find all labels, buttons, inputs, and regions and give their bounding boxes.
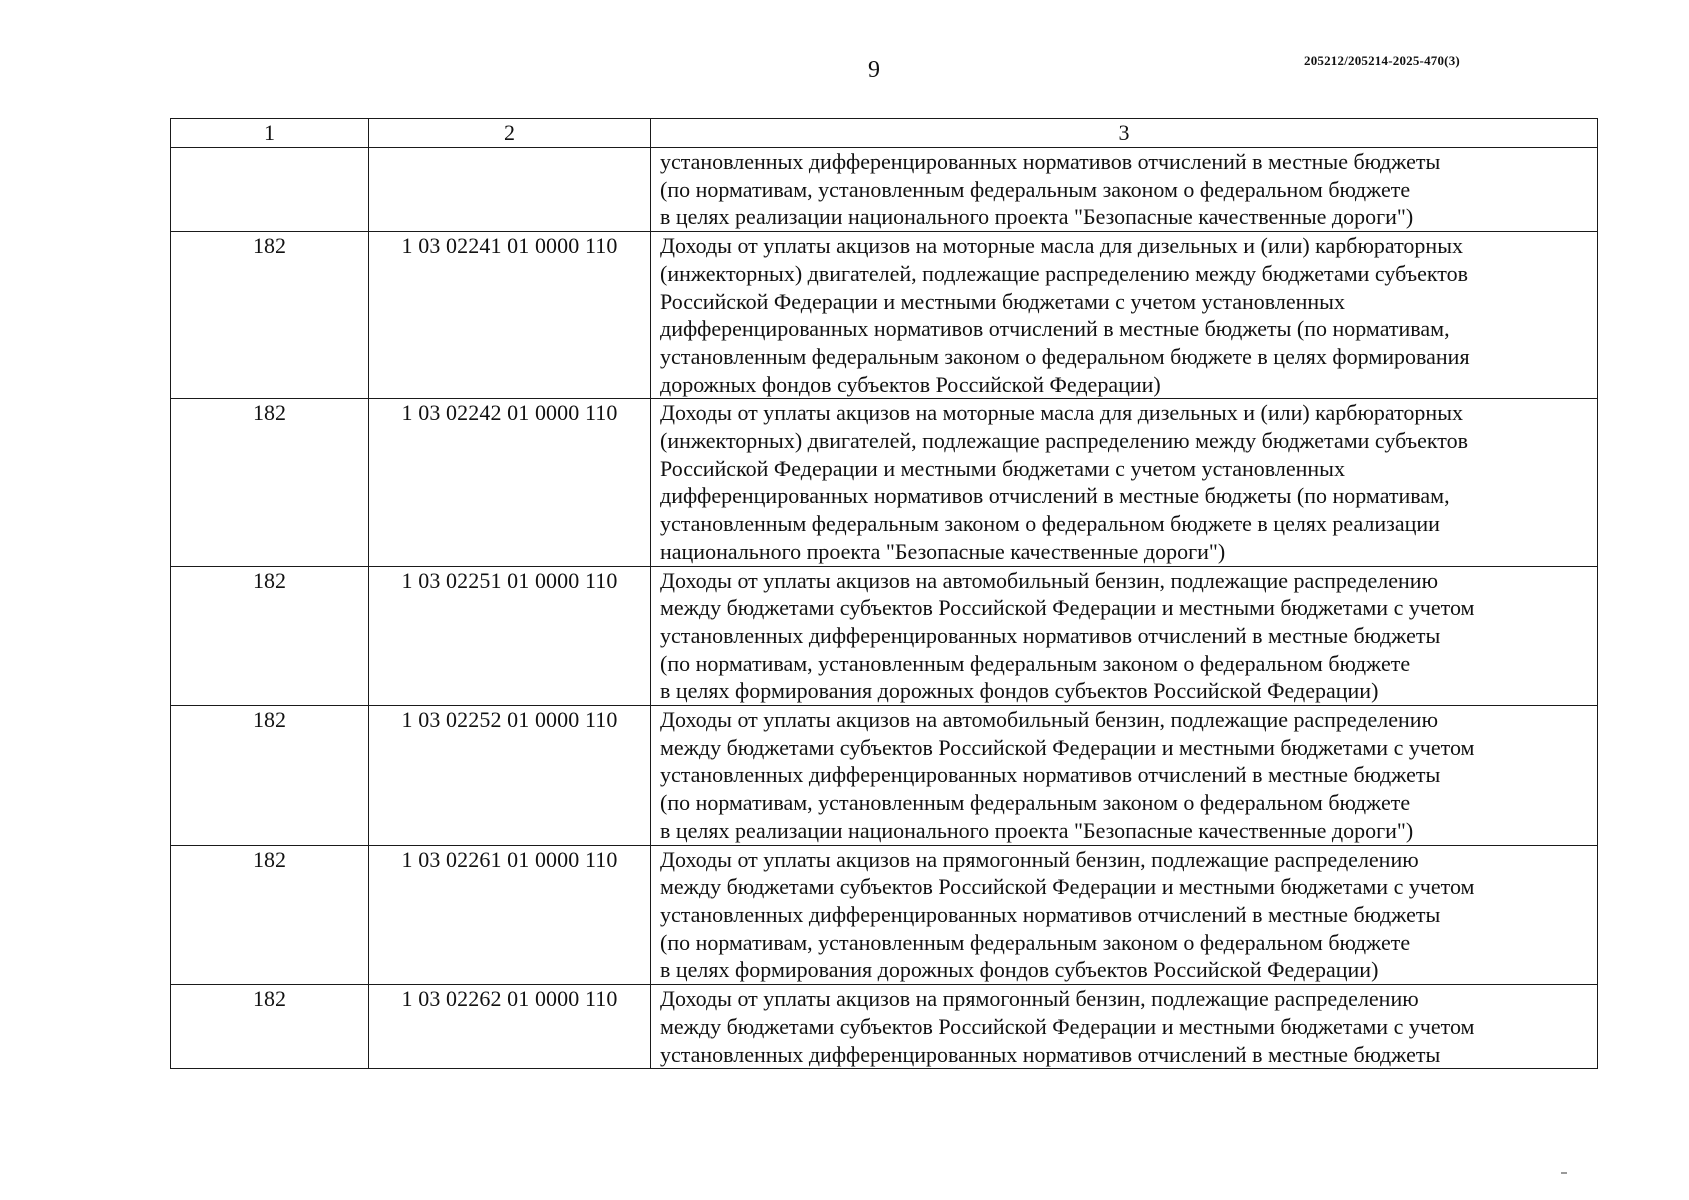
budget-classification-code-cell: 1 03 02241 01 0000 110 [369, 232, 651, 399]
column-header-1: 1 [171, 119, 369, 148]
description-line: (по нормативам, установленным федеральным законом о федеральном бюджете [660, 790, 1411, 816]
page-number: 9 [868, 57, 880, 83]
document-code: 205212/205214-2025-470(3) [1304, 53, 1460, 68]
description-line: между бюджетами субъектов Российской Федерации и местными бюджетами с учетом [660, 734, 1475, 760]
description-line: (по нормативам, установленным федеральным законом о федеральном бюджете [660, 650, 1411, 676]
description-line: в целях формирования дорожных фондов субъектов Российской Федерации) [660, 678, 1379, 704]
revenue-description-cell [651, 706, 1598, 846]
description-line: установленных дифференцированных нормативов отчислений в местные бюджеты [660, 622, 1441, 648]
description-line: в целях реализации национального проекта "Безопасные качественные дороги") [660, 817, 1414, 843]
administrator-code-cell: 182 [171, 566, 369, 706]
table-row [171, 845, 1598, 985]
description-line: в целях реализации национального проекта "Безопасные качественные дороги") [660, 204, 1414, 230]
description-line: Доходы от уплаты акцизов на автомобильный бензин, подлежащие распределению [660, 707, 1439, 733]
revenue-codes-table [170, 118, 1598, 1069]
description-line: Доходы от уплаты акцизов на прямогонный бензин, подлежащие распределению [660, 986, 1419, 1012]
description-line: между бюджетами субъектов Российской Федерации и местными бюджетами с учетом [660, 874, 1475, 900]
description-line: установленным федеральным законом о федеральном бюджете в целях реализации [660, 511, 1440, 537]
revenue-description-cell [651, 985, 1598, 1069]
description-line: Доходы от уплаты акцизов на автомобильный бензин, подлежащие распределению [660, 567, 1439, 593]
column-header-3: 3 [651, 119, 1598, 148]
budget-classification-code-cell [369, 148, 651, 232]
revenue-description-cell [651, 845, 1598, 985]
description-line: Доходы от уплаты акцизов на моторные масла для дизельных и (или) карбюраторных [660, 400, 1463, 426]
budget-classification-code-cell: 1 03 02251 01 0000 110 [369, 566, 651, 706]
budget-classification-code-cell: 1 03 02242 01 0000 110 [369, 399, 651, 566]
table-row [171, 399, 1598, 566]
administrator-code-cell: 182 [171, 706, 369, 846]
administrator-code-cell: 182 [171, 845, 369, 985]
table-row [171, 566, 1598, 706]
description-line: Доходы от уплаты акцизов на моторные масла для дизельных и (или) карбюраторных [660, 233, 1463, 259]
budget-classification-code-cell: 1 03 02262 01 0000 110 [369, 985, 651, 1069]
administrator-code-cell: 182 [171, 399, 369, 566]
description-line: между бюджетами субъектов Российской Федерации и местными бюджетами с учетом [660, 595, 1475, 621]
description-line: установленных дифференцированных нормативов отчислений в местные бюджеты [660, 762, 1441, 788]
description-line: (по нормативам, установленным федеральным законом о федеральном бюджете [660, 929, 1411, 955]
administrator-code-cell: 182 [171, 232, 369, 399]
description-line: (по нормативам, установленным федеральным законом о федеральном бюджете [660, 176, 1411, 202]
table-row [171, 148, 1598, 232]
description-line: установленных дифференцированных нормативов отчислений в местные бюджеты [660, 901, 1441, 927]
budget-classification-code-cell: 1 03 02261 01 0000 110 [369, 845, 651, 985]
revenue-description-cell [651, 399, 1598, 566]
description-line: установленных дифференцированных нормативов отчислений в местные бюджеты [660, 1041, 1441, 1067]
description-line: установленным федеральным законом о федеральном бюджете в целях формирования [660, 343, 1470, 369]
description-line: дифференцированных нормативов отчислений в местные бюджеты (по нормативам, [660, 483, 1450, 509]
description-line: дифференцированных нормативов отчислений в местные бюджеты (по нормативам, [660, 316, 1450, 342]
table-row [171, 985, 1598, 1069]
administrator-code-cell [171, 148, 369, 232]
description-line: в целях формирования дорожных фондов субъектов Российской Федерации) [660, 957, 1379, 983]
description-line: Российской Федерации и местными бюджетами с учетом установленных [660, 455, 1345, 481]
table-row [171, 232, 1598, 399]
description-line: дорожных фондов субъектов Российской Федерации) [660, 371, 1161, 397]
table-header-row [171, 119, 1598, 148]
description-line: (инжекторных) двигателей, подлежащие распределению между бюджетами субъектов [660, 428, 1468, 454]
table-row [171, 706, 1598, 846]
column-header-2: 2 [369, 119, 651, 148]
description-line: Доходы от уплаты акцизов на прямогонный бензин, подлежащие распределению [660, 846, 1419, 872]
scan-mark [1561, 1172, 1567, 1174]
description-line: между бюджетами субъектов Российской Федерации и местными бюджетами с учетом [660, 1013, 1475, 1039]
description-line: национального проекта "Безопасные качественные дороги") [660, 538, 1226, 564]
revenue-description-cell [651, 566, 1598, 706]
revenue-description-cell [651, 148, 1598, 232]
budget-classification-code-cell: 1 03 02252 01 0000 110 [369, 706, 651, 846]
description-line: установленных дифференцированных нормативов отчислений в местные бюджеты [660, 149, 1441, 174]
description-line: (инжекторных) двигателей, подлежащие распределению между бюджетами субъектов [660, 260, 1468, 286]
description-line: Российской Федерации и местными бюджетами с учетом установленных [660, 288, 1345, 314]
table-body [171, 148, 1598, 1069]
revenue-description-cell [651, 232, 1598, 399]
administrator-code-cell: 182 [171, 985, 369, 1069]
